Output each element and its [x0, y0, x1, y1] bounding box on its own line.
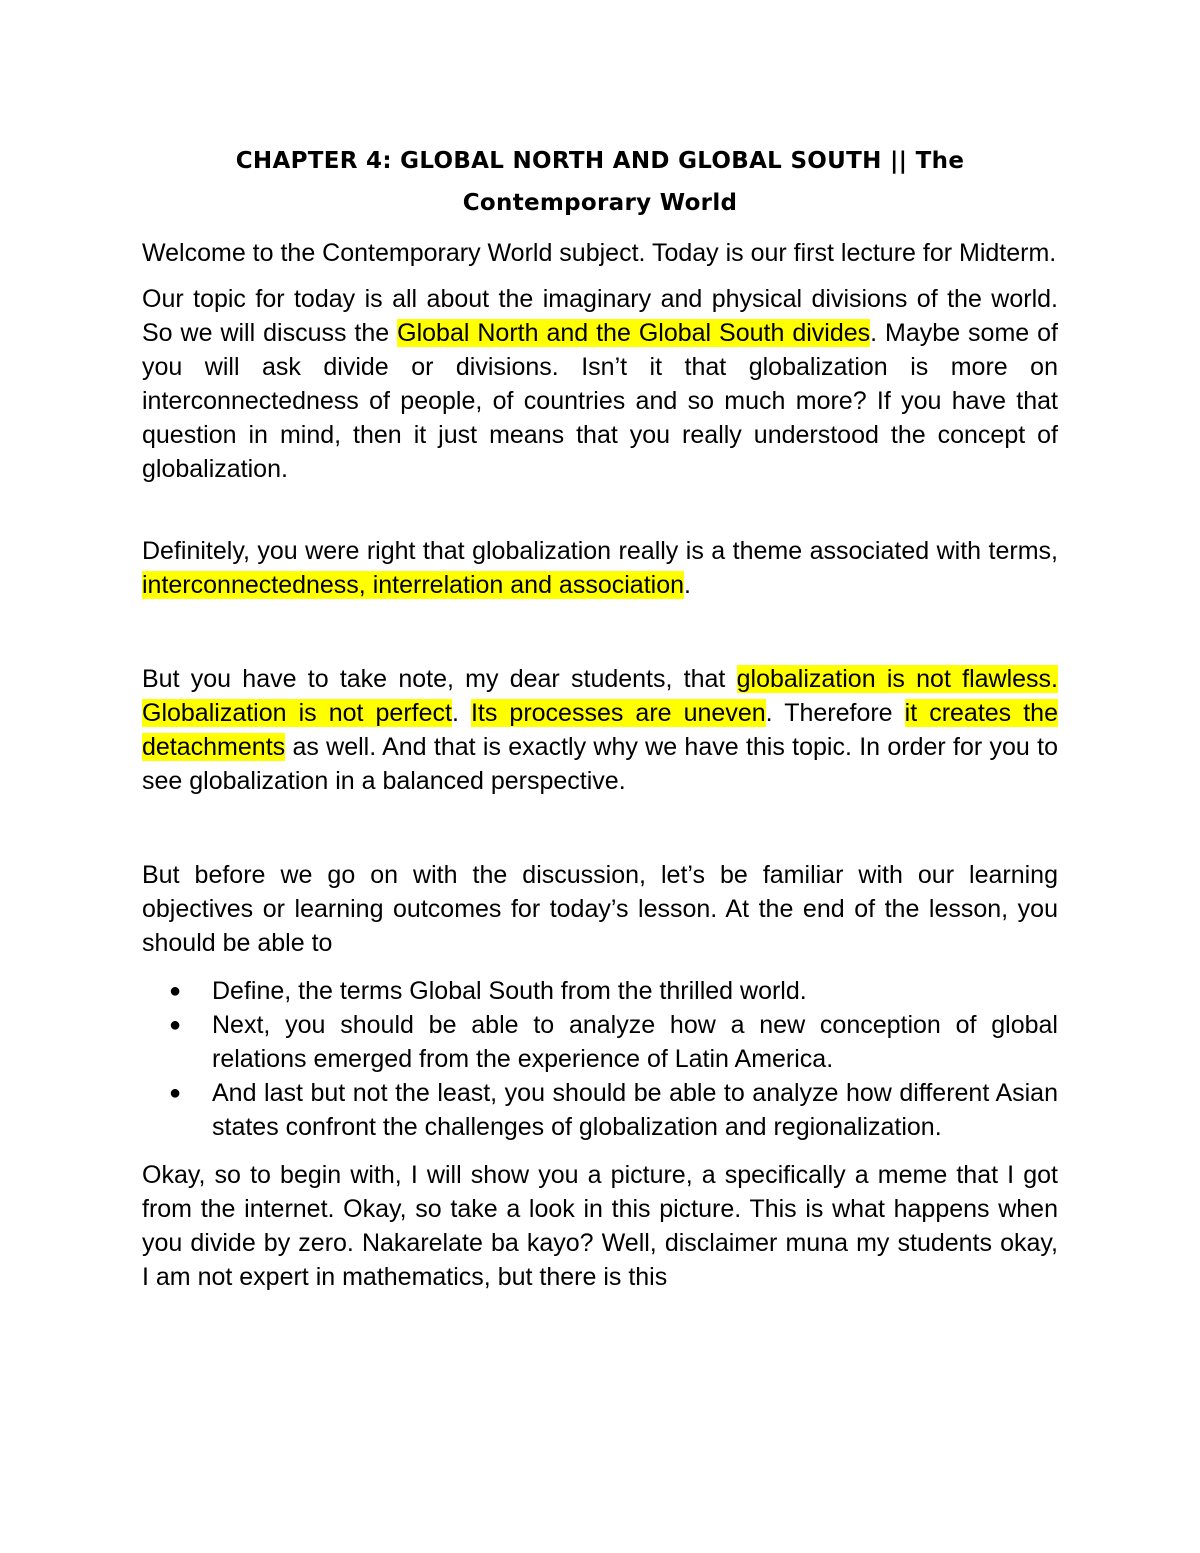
spacer: [142, 270, 1058, 282]
paragraph-take-note: [142, 662, 1058, 798]
highlighted-text: it creates the detachments: [142, 699, 1058, 761]
spacer: [142, 798, 1058, 858]
paragraph-definitely: [142, 534, 1058, 602]
bullet-icon: ●: [169, 1014, 182, 1036]
objectives-list: [142, 974, 1058, 1144]
highlighted-text: Its processes are uneven: [470, 699, 766, 727]
spacer: [142, 960, 1058, 974]
document-body: [142, 140, 1058, 1294]
list-item: [142, 1008, 1058, 1076]
text-run: But you have to take note, my dear students, that: [142, 665, 737, 693]
spacer: [142, 1144, 1058, 1158]
paragraph-meme-intro: Okay, so to begin with, I will show you a picture, a specifically a meme that I got from the internet. Okay, so take a look in this picture. This is what happens when you divide by zero. Nakarelate ba kayo? Well, disclaimer muna my students okay, I am not expert in mathematics, but there is this: [142, 1161, 1058, 1291]
list-item-text: Next, you should be able to analyze how a new conception of global relations emerged from the experience of Latin America.: [212, 1011, 1058, 1073]
chapter-title: [142, 140, 1058, 224]
list-item: [142, 1076, 1058, 1144]
paragraph-topic: [142, 282, 1058, 486]
list-item: [142, 974, 1058, 1008]
list-item-text: Define, the terms Global South from the thrilled world.: [212, 977, 807, 1005]
text-run: .: [684, 571, 691, 599]
chapter-title-line-1: CHAPTER 4: GLOBAL NORTH AND GLOBAL SOUTH || The: [235, 148, 965, 174]
bullet-icon: ●: [169, 980, 182, 1002]
chapter-title-line-2: Contemporary World: [462, 190, 738, 216]
highlighted-text: Global North and the Global South divides: [397, 319, 871, 347]
list-item-text: And last but not the least, you should be able to analyze how different Asian states confront the challenges of globalization and regionalization.: [212, 1079, 1058, 1141]
text-run: Our topic for today is all about the imaginary and physical divisions of the world. So we will discuss the: [142, 285, 1058, 347]
highlighted-text: Globalization is not perfect: [142, 699, 452, 727]
highlighted-text: globalization is not flawless.: [736, 665, 1058, 693]
text-run: .: [451, 699, 471, 727]
spacer: [142, 224, 1058, 236]
highlighted-text: interconnectedness, interrelation and association: [142, 571, 685, 599]
text-run: . Therefore: [765, 699, 905, 727]
text-run: . Maybe some of you will ask divide or divisions. Isn’t it that globalization is more on interconnectedness of people, of countries and so much more? If you have that question in mind, then it just means that you really understood the concept of globalization.: [142, 319, 1058, 483]
paragraph-objectives-intro: But before we go on with the discussion, let’s be familiar with our learning objectives or learning outcomes for today’s lesson. At the end of the lesson, you should be able to: [142, 861, 1058, 957]
spacer: [142, 486, 1058, 534]
paragraph-welcome: Welcome to the Contemporary World subject. Today is our first lecture for Midterm.: [142, 239, 1057, 267]
text-run: as well. And that is exactly why we have this topic. In order for you to see globalization in a balanced perspective.: [142, 733, 1058, 795]
bullet-icon: ●: [169, 1082, 182, 1104]
spacer: [142, 602, 1058, 662]
text-run: Definitely, you were right that globalization really is a theme associated with terms,: [142, 537, 1058, 565]
